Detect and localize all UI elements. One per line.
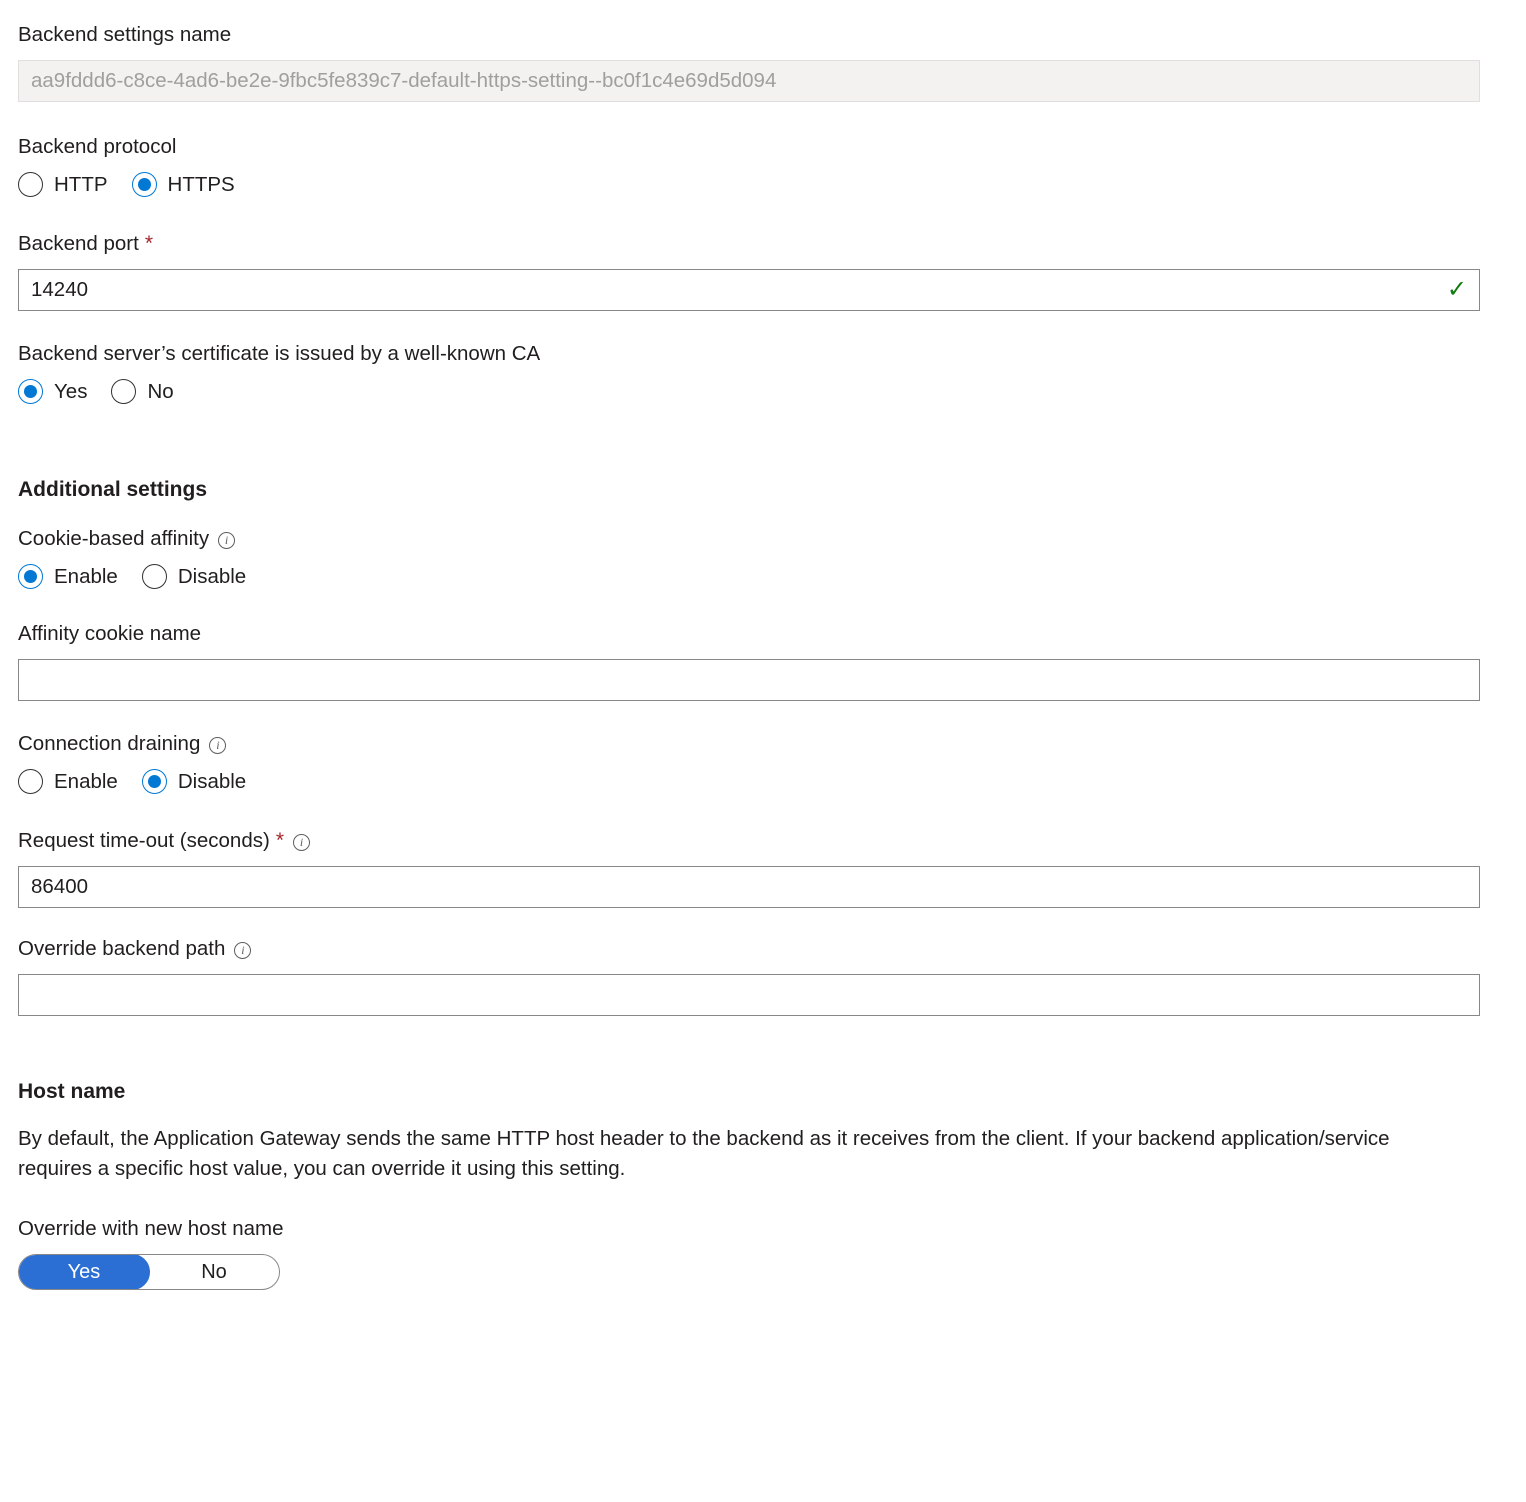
- backend-settings-name-input[interactable]: [18, 60, 1480, 102]
- cookie-based-affinity-radio-group: [18, 564, 1508, 589]
- radio-backend-protocol-https[interactable]: HTTPS: [132, 172, 241, 197]
- host-name-heading: Host name: [18, 1080, 126, 1103]
- info-icon[interactable]: i: [218, 532, 235, 549]
- request-timeout-label: Request time-out (seconds) * i: [18, 828, 1508, 854]
- toggle-option-no[interactable]: No: [201, 1260, 227, 1283]
- request-timeout-value: 86400: [31, 875, 89, 898]
- override-backend-path-input[interactable]: [18, 974, 1480, 1016]
- backend-settings-name-value: aa9fddd6-c8ce-4ad6-be2e-9fbc5fe839c7-default-https-setting--bc0f1c4e69d5d094: [31, 69, 777, 92]
- affinity-cookie-name-label: Affinity cookie name: [18, 622, 202, 645]
- connection-draining-label: Connection draining i: [18, 731, 1508, 757]
- radio-circle-icon: [18, 172, 43, 197]
- radio-circle-selected-icon: [142, 769, 167, 794]
- field-request-timeout: [18, 828, 1508, 908]
- request-timeout-input[interactable]: [18, 866, 1480, 908]
- backend-port-value: 14240: [31, 278, 89, 301]
- radio-circle-icon: [111, 379, 136, 404]
- override-host-name-label: Override with new host name: [18, 1217, 284, 1240]
- field-well-known-ca: [18, 341, 1508, 404]
- additional-settings-heading: Additional settings: [18, 478, 207, 501]
- field-override-backend-path: [18, 936, 1508, 1016]
- backend-port-input[interactable]: [18, 269, 1480, 311]
- field-cookie-based-affinity: [18, 526, 1508, 589]
- info-icon[interactable]: i: [293, 834, 310, 851]
- radio-connection-draining-enable[interactable]: Enable: [18, 769, 124, 794]
- well-known-ca-label: Backend server’s certificate is issued by a well-known CA: [18, 342, 541, 365]
- field-backend-protocol: [18, 134, 1508, 197]
- required-indicator: *: [275, 829, 284, 852]
- radio-well-known-ca-yes[interactable]: Yes: [18, 379, 93, 404]
- radio-cookie-affinity-enable[interactable]: Enable: [18, 564, 124, 589]
- affinity-cookie-name-input[interactable]: [18, 659, 1480, 701]
- override-backend-path-label: Override backend path i: [18, 936, 1508, 962]
- toggle-option-yes[interactable]: Yes: [18, 1254, 150, 1290]
- cookie-based-affinity-label: Cookie-based affinity i: [18, 526, 1508, 552]
- field-backend-port: [18, 231, 1508, 311]
- backend-protocol-label: Backend protocol: [18, 135, 177, 158]
- valid-check-icon: ✓: [1446, 276, 1467, 303]
- field-connection-draining: [18, 731, 1508, 794]
- field-override-host-name: [18, 1216, 1508, 1290]
- radio-backend-protocol-http[interactable]: HTTP: [18, 172, 114, 197]
- backend-port-label: Backend port *: [18, 232, 153, 255]
- radio-circle-icon: [18, 769, 43, 794]
- well-known-ca-radio-group: [18, 379, 1508, 404]
- radio-well-known-ca-no[interactable]: No: [111, 379, 179, 404]
- radio-circle-selected-icon: [18, 564, 43, 589]
- radio-circle-icon: [142, 564, 167, 589]
- info-icon[interactable]: i: [209, 737, 226, 754]
- backend-protocol-radio-group: [18, 172, 1508, 197]
- radio-cookie-affinity-disable[interactable]: Disable: [142, 564, 252, 589]
- field-affinity-cookie-name: [18, 621, 1508, 701]
- override-host-name-toggle[interactable]: [18, 1254, 280, 1290]
- radio-connection-draining-disable[interactable]: Disable: [142, 769, 252, 794]
- radio-circle-selected-icon: [132, 172, 157, 197]
- host-name-description: By default, the Application Gateway sends the same HTTP host header to the backend as it receives from the client. If your backend application/service requires a specific host value, you can override it using this setting.: [18, 1127, 1390, 1180]
- backend-settings-name-label: Backend settings name: [18, 23, 232, 46]
- connection-draining-radio-group: [18, 769, 1508, 794]
- field-backend-settings-name: [18, 0, 1508, 102]
- info-icon[interactable]: i: [234, 942, 251, 959]
- required-indicator: *: [144, 232, 153, 255]
- radio-circle-selected-icon: [18, 379, 43, 404]
